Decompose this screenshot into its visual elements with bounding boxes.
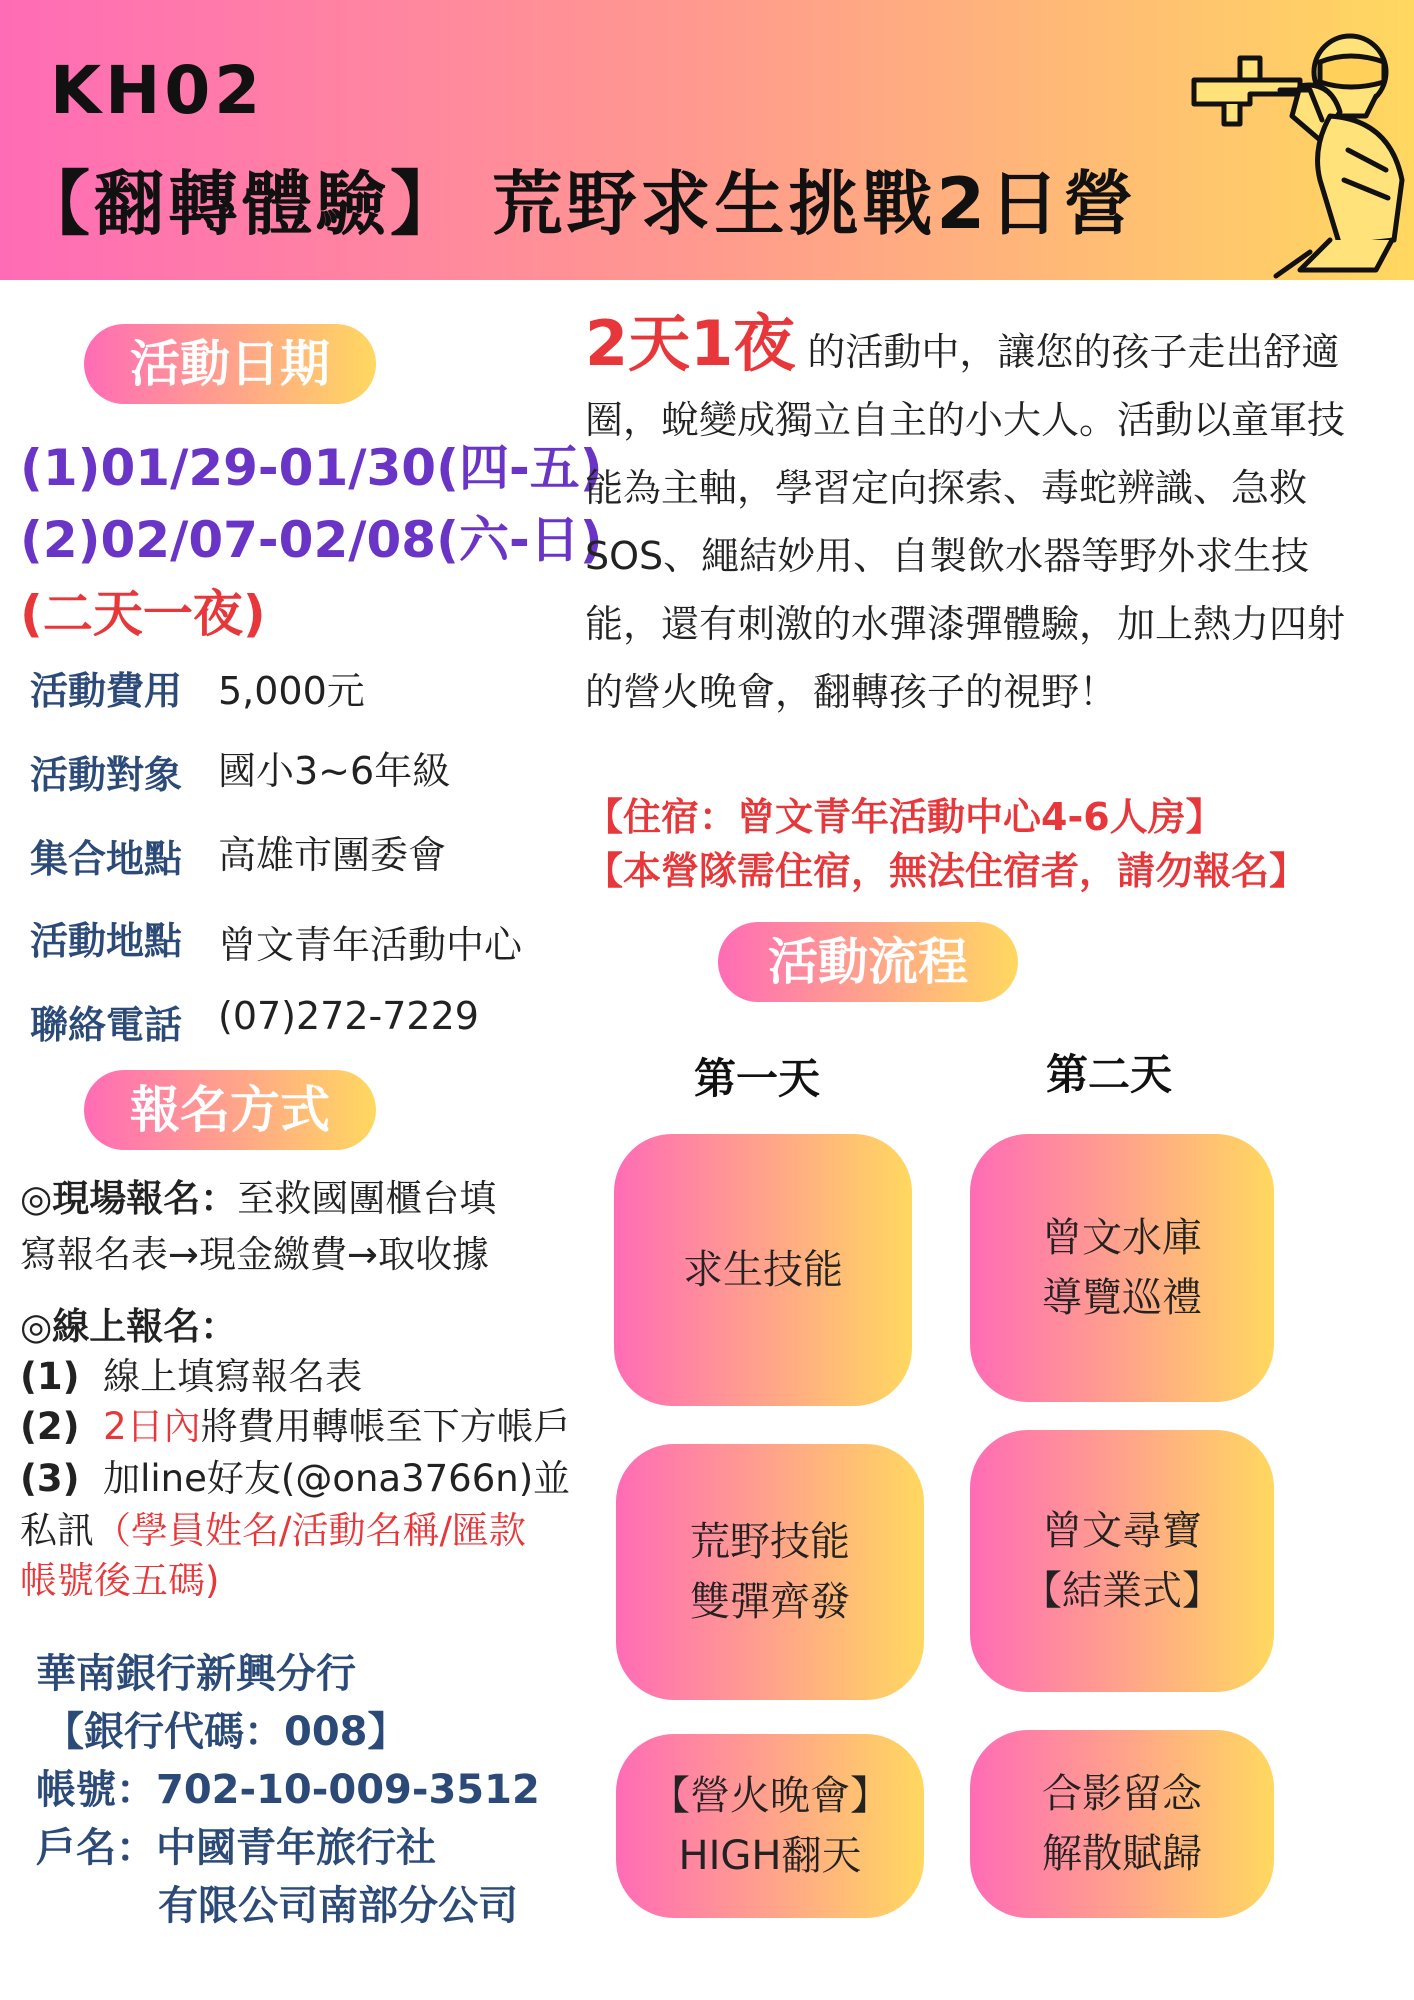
- session-1-date: (1)01/29-01/30(四-五): [20, 439, 603, 497]
- venue-label: 活動地點: [30, 919, 183, 963]
- bank-name: 華南銀行新興分行: [36, 1651, 356, 1697]
- dates-heading: 活動日期: [84, 324, 376, 404]
- step-3-message-label: 私訊: [20, 1509, 94, 1552]
- duration-note: (二天一夜): [20, 585, 266, 643]
- fee-value: 5,000元: [218, 669, 365, 713]
- online-step-2: [20, 1402, 571, 1452]
- meeting-place-value: 高雄市團委會: [218, 833, 447, 877]
- step-2-text: 將費用轉帳至下方帳戶: [200, 1405, 571, 1448]
- page-title: 【翻轉體驗】 荒野求生挑戰2日營: [20, 163, 1138, 245]
- session-2-date: (2)02/07-02/08(六-日): [20, 511, 603, 569]
- step-3-message-content: （學員姓名/活動名稱/匯款: [94, 1509, 526, 1552]
- intro-text: 的活動中，讓您的孩子走出舒適圈，蛻變成獨立自主的小大人。活動以童軍技能為主軸，學習定向探索、毒蛇辨識、急救SOS、繩結妙用、自製飲水器等野外求生技能，還有刺激的水彈漆彈體驗，加上熱力四射的營火晚會，翻轉孩子的視野！: [585, 330, 1346, 714]
- activity-line: 雙彈齊發: [690, 1579, 850, 1625]
- day-2-heading: 第二天: [1046, 1050, 1173, 1099]
- registration-heading: 報名方式: [84, 1070, 376, 1150]
- venue-value: 曾文青年活動中心: [218, 923, 523, 967]
- intro-highlight: 2天1夜: [585, 307, 796, 380]
- target-label: 活動對象: [30, 753, 183, 797]
- activity-line: 合影留念: [1042, 1771, 1202, 1817]
- activity-line: 曾文尋寶: [1042, 1508, 1202, 1554]
- day-2-activity-3: [970, 1730, 1274, 1918]
- intro-paragraph: [585, 307, 1375, 726]
- online-step-3: [20, 1454, 570, 1504]
- onsite-line-1: [20, 1174, 496, 1224]
- onsite-text-1: 至救國團櫃台填: [237, 1177, 497, 1220]
- day-2-activity-2: [970, 1430, 1274, 1692]
- day-1-heading: 第一天: [694, 1054, 821, 1103]
- online-label: ◎線上報名：: [20, 1305, 238, 1348]
- account-holder-2: 有限公司南部分公司: [158, 1883, 518, 1929]
- schedule-heading: 活動流程: [718, 922, 1018, 1002]
- phone-label: 聯絡電話: [30, 1003, 183, 1047]
- header-banner: [0, 0, 1414, 280]
- activity-line: 曾文水庫: [1042, 1215, 1202, 1261]
- day-1-activity-1: [614, 1134, 912, 1406]
- activity-line: 荒野技能: [690, 1519, 850, 1565]
- step-3-number: (3): [20, 1457, 80, 1500]
- onsite-label: ◎現場報名：: [20, 1177, 238, 1220]
- step-2-number: (2): [20, 1405, 80, 1448]
- lodging-required-note: 【本營隊需住宿，無法住宿者，請勿報名】: [585, 849, 1308, 893]
- online-step-1: [20, 1352, 362, 1402]
- day-2-activity-1: [970, 1134, 1274, 1402]
- activity-line: HIGH翻天: [678, 1833, 862, 1879]
- activity-line: 【結業式】: [1022, 1568, 1222, 1614]
- step-1-text: 線上填寫報名表: [103, 1355, 363, 1398]
- activity-line: 導覽巡禮: [1042, 1275, 1202, 1321]
- program-code: KH02: [50, 52, 265, 129]
- step-3-text: 加line好友(@ona3766n)並: [103, 1457, 571, 1500]
- activity-line: 【營火晚會】: [650, 1773, 890, 1819]
- step-1-number: (1): [20, 1355, 80, 1398]
- target-value: 國小3~6年級: [218, 749, 451, 793]
- lodging-note: 【住宿：曾文青年活動中心4-6人房】: [585, 795, 1224, 839]
- account-holder-1: 戶名：中國青年旅行社: [36, 1825, 436, 1871]
- paintball-soldier-icon: [1180, 20, 1410, 280]
- activity-line: 解散賦歸: [1042, 1831, 1202, 1877]
- meeting-place-label: 集合地點: [30, 837, 183, 881]
- day-1-activity-2: [616, 1444, 924, 1700]
- phone-value: (07)272-7229: [218, 994, 479, 1038]
- onsite-line-2: 寫報名表→現金繳費→取收據: [20, 1233, 490, 1276]
- online-step-3-line-3: 帳號後五碼): [20, 1559, 220, 1602]
- step-2-deadline: 2日內: [103, 1405, 201, 1448]
- day-1-activity-3: [616, 1734, 924, 1918]
- online-step-3-line-2: [20, 1506, 526, 1556]
- bank-account: 帳號：702-10-009-3512: [36, 1767, 540, 1813]
- bank-code: 【銀行代碼：008】: [44, 1709, 408, 1755]
- fee-label: 活動費用: [30, 669, 183, 713]
- activity-line: 求生技能: [683, 1247, 843, 1293]
